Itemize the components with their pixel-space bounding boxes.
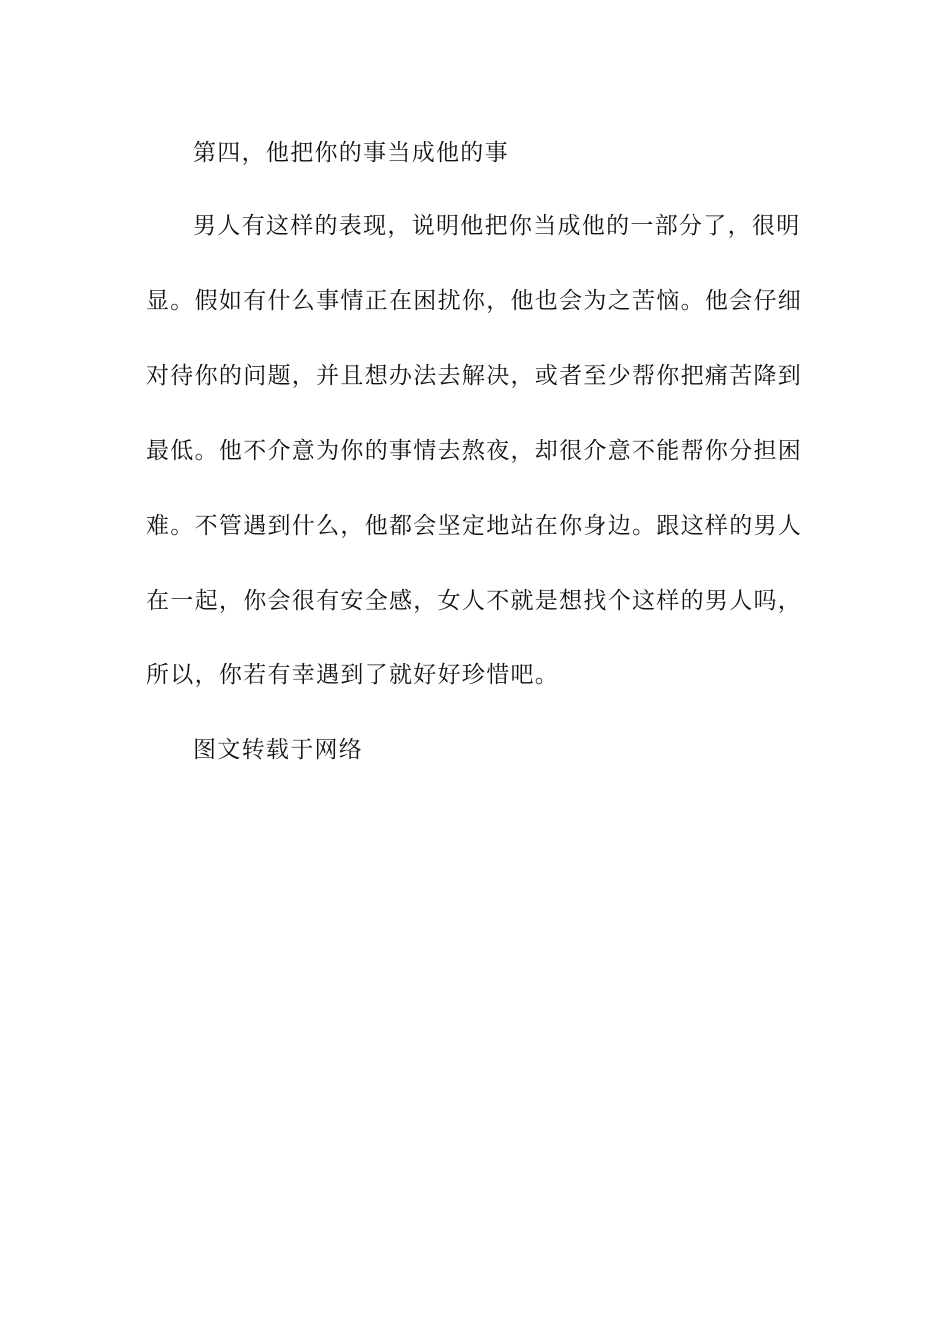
section-heading: 第四，他把你的事当成他的事: [193, 140, 509, 166]
paragraph-line-2: 显。假如有什么事情正在困扰你，他也会为之苦恼。他会仔细: [146, 288, 803, 314]
paragraph-line-5: 难。不管遇到什么，他都会坚定地站在你身边。跟这样的男人: [146, 513, 803, 539]
paragraph-line-4: 最低。他不介意为你的事情去熬夜，却很介意不能帮你分担困: [146, 438, 803, 464]
source-note: 图文转载于网络: [193, 737, 364, 763]
paragraph-line-3: 对待你的问题，并且想办法去解决，或者至少帮你把痛苦降到: [146, 363, 803, 389]
paragraph-line-6: 在一起，你会很有安全感，女人不就是想找个这样的男人吗，: [146, 588, 803, 614]
paragraph-line-1: 男人有这样的表现，说明他把你当成他的一部分了，很明: [193, 213, 801, 239]
paragraph-line-7: 所以，你若有幸遇到了就好好珍惜吧。: [146, 662, 560, 688]
